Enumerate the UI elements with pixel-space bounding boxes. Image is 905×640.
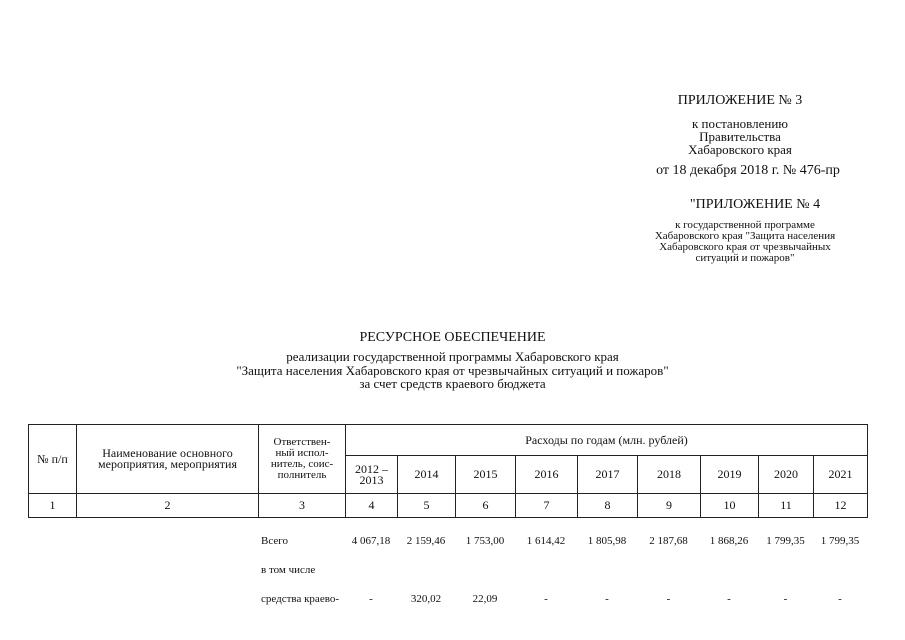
header-year-cell: 2017 [578, 456, 638, 494]
value-cell [397, 555, 455, 584]
header-responsible-line: нитель, соис- [270, 458, 334, 470]
column-number-cell: 4 [346, 494, 398, 518]
value-cell: 1 753,00 [465, 534, 505, 547]
value-cell: 1 799,35 [766, 534, 805, 547]
header-name-line: Наименование основного [102, 446, 233, 460]
header-year-cell: 2016 [516, 456, 578, 494]
column-number-cell: 6 [456, 494, 516, 518]
empty-cell [28, 526, 76, 555]
row-label: Всего [261, 534, 288, 547]
row-label: средства краево- [261, 592, 339, 605]
value-cell: - [727, 592, 731, 605]
header-year-cell: 2012 – 2013 [346, 456, 398, 494]
header-expenses-group: Расходы по годам (млн. рублей) [346, 425, 868, 456]
header-responsible-line: ный испол- [275, 447, 329, 459]
column-number-cell: 2 [77, 494, 259, 518]
value-cell [758, 555, 813, 584]
value-cell [515, 555, 577, 584]
column-number-cell: 7 [516, 494, 578, 518]
value-cell: 2 159,46 [406, 534, 446, 547]
empty-cell [28, 584, 76, 613]
value-cell: - [544, 592, 548, 605]
value-cell [637, 555, 700, 584]
empty-cell [76, 526, 258, 555]
resource-table-body [28, 526, 867, 613]
empty-cell [76, 584, 258, 613]
header-name-column [77, 425, 259, 494]
table-row [28, 555, 867, 584]
table-row [28, 526, 867, 555]
program-reference [620, 220, 870, 264]
header-year-cell: 2018 [638, 456, 701, 494]
column-number-cell: 12 [814, 494, 868, 518]
subtitle-line: за счет средств краевого бюджета [359, 376, 546, 391]
value-cell: 4 067,18 [351, 534, 391, 547]
value-cell: 2 187,68 [649, 534, 688, 547]
resolution-line: Хабаровского края [688, 142, 792, 157]
document-subtitle [0, 350, 905, 391]
program-line: Хабаровского края от чрезвычайных [659, 241, 831, 253]
row-label: в том числе [261, 563, 316, 576]
value-cell: 1 614,42 [526, 534, 566, 547]
header-year-cell: 2021 [814, 456, 868, 494]
document-title: РЕСУРСНОЕ ОБЕСПЕЧЕНИЕ [359, 330, 546, 345]
appendix-3-heading: ПРИЛОЖЕНИЕ № 3 [677, 93, 803, 108]
column-number-cell: 3 [259, 494, 346, 518]
header-responsible-column [259, 425, 346, 494]
header-year-cell: 2019 [701, 456, 759, 494]
empty-cell [28, 555, 76, 584]
header-responsible-line: Ответствен- [273, 436, 331, 448]
header-name-line: мероприятия, мероприятия [98, 457, 237, 471]
header-number-column: № п/п [29, 425, 77, 494]
resolution-line: к постановлению [691, 116, 789, 131]
value-cell: - [605, 592, 609, 605]
resolution-reference [640, 117, 840, 156]
header-year-cell: 2014 [398, 456, 456, 494]
value-cell [700, 555, 758, 584]
value-cell [813, 555, 867, 584]
column-number-cell: 9 [638, 494, 701, 518]
value-cell [345, 555, 397, 584]
subtitle-line: реализации государственной программы Хабаровского края [286, 349, 619, 364]
value-cell: 1 799,35 [820, 534, 860, 547]
column-number-cell: 10 [701, 494, 759, 518]
resource-table-header [28, 424, 868, 518]
column-number-cell: 11 [759, 494, 814, 518]
header-year-cell: 2020 [759, 456, 814, 494]
value-cell: 22,09 [472, 592, 498, 605]
value-cell: 320,02 [410, 592, 442, 605]
value-cell: - [838, 592, 842, 605]
value-cell: 1 868,26 [709, 534, 749, 547]
value-cell: - [666, 592, 671, 605]
subtitle-line: "Защита населения Хабаровского края от чрезвычайных ситуаций и пожаров" [236, 362, 669, 378]
resolution-line: Правительства [699, 129, 781, 144]
header-responsible-line: полнитель [277, 469, 327, 481]
table-row [28, 584, 867, 613]
value-cell [455, 555, 515, 584]
empty-cell [76, 555, 258, 584]
header-year-cell: 2015 [456, 456, 516, 494]
appendix-4-heading: "ПРИЛОЖЕНИЕ № 4 [689, 197, 821, 212]
program-line: к государственной программе [675, 219, 815, 231]
column-number-cell: 5 [398, 494, 456, 518]
value-cell [577, 555, 637, 584]
value-cell: - [783, 592, 788, 605]
column-number-cell: 1 [29, 494, 77, 518]
value-cell: 1 805,98 [587, 534, 627, 547]
resolution-date: от 18 декабря 2018 г. № 476-пр [656, 163, 840, 178]
program-line: Хабаровского края "Защита населения [654, 230, 836, 242]
program-line: ситуаций и пожаров" [695, 252, 795, 264]
value-cell: - [369, 592, 373, 605]
column-number-cell: 8 [578, 494, 638, 518]
